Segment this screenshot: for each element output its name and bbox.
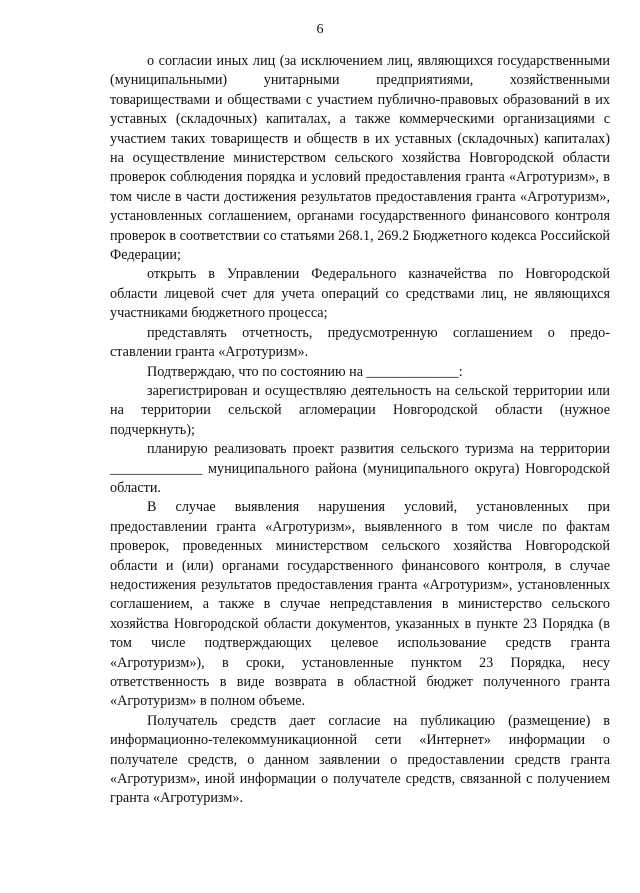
- paragraph-project-plan: планирую реализовать проект развития сельского туризма на территории _____________ муниципального района (муниципального округа) Новгородской области.: [110, 441, 610, 496]
- paragraph-open-account: открыть в Управлении Федерального казначейства по Новгородской области лицевой счет для учета операций со средствами лиц, не являющихся участниками бюджетного процесса;: [110, 266, 610, 322]
- paragraph-reporting: представлять отчетность, предусмотренную соглашением о предо-ставлении гранта «Агротуризм».: [110, 324, 610, 361]
- paragraph-publication-consent: Получатель средств дает согласие на публикацию (размещение) в информационно-телекоммуникационной сети «Интернет» информации о получателе средств, о данном заявлении о предоставлении средств гранта «Агротуризм», иной информации о получателе средств, связанной с получением гранта «Агротуризм».: [110, 712, 610, 807]
- paragraph-confirmation: Подтверждаю, что по состоянию на _____________:: [147, 363, 463, 380]
- paragraph-consent-inspections: о согласии иных лиц (за исключением лиц, являющихся государственными (муниципальными) унитарными предприятиями, хозяйственными товариществами и обществами с участием публично-правовых образований в их уставных (складочных) капиталах, а также коммерческими организациями с участием таких товариществ и обществ в их уставных (складочных) капиталах) на осуществление министерством сельского хозяйства Новгородской области проверок соблюдения порядка и условий предоставления гранта «Агротуризм», в том числе в части достижения результатов предоставления гранта «Агротуризм», установленных соглашением, органами государственного финансового контроля проверок в соответствии со статьями 268.1, 269.2 Бюджетного кодекса Российской Федерации;: [110, 53, 610, 264]
- paragraph-registered: зарегистрирован и осуществляю деятельность на сельской территории или на территории сельской агломерации Новгородской области (нужное подчеркнуть);: [110, 382, 610, 438]
- document-body: [110, 52, 610, 809]
- page-number: 6: [316, 22, 324, 37]
- paragraph-liability: В случае выявления нарушения условий, установленных при предоставлении гранта «Агротуризм», выявленного в том числе по фактам проверок, проведенных министерством сельского хозяйства Новгородской области и (или) органами государственного финансового контроля, в случае недостижения результатов предоставления гранта «Агротуризм», установленных соглашением, а также в случае непредставления в министерство сельского хозяйства Новгородской области документов, указанных в пункте 23 Порядка (в том числе подтверждающих целевое использование средств гранта «Агротуризм»), в сроки, установленные пунктом 23 Порядка, несу ответственность в виде возврата в областной бюджет полученного гранта «Агротуризм» в полном объеме.: [110, 499, 610, 710]
